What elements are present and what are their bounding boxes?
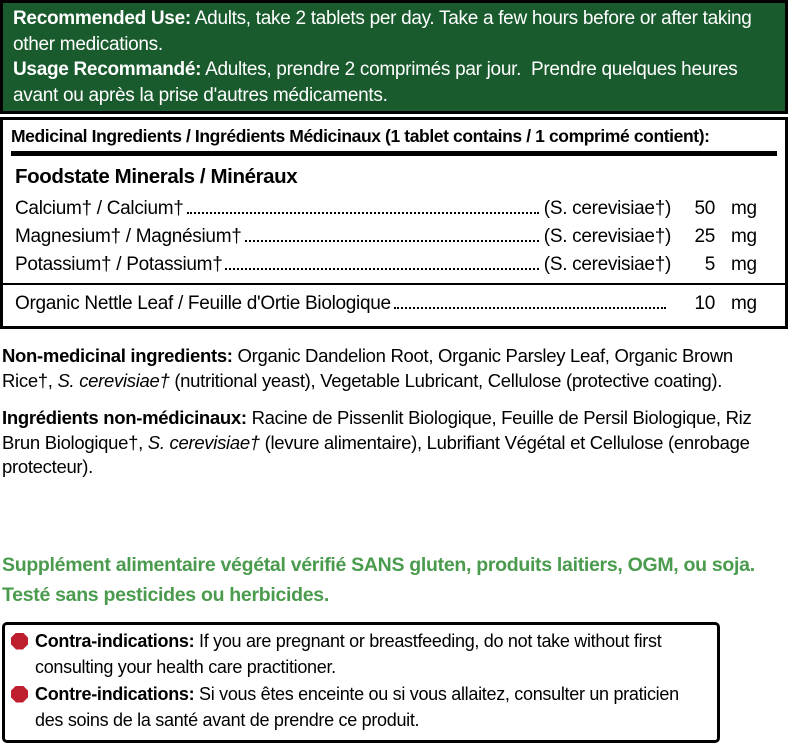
recommended-use-en (13, 6, 775, 57)
contra-indication-en-label: Contra-indications: (35, 630, 195, 651)
recommended-use-fr (13, 57, 775, 108)
dot-leader (394, 307, 666, 309)
ingredient-unit: mg (731, 198, 757, 219)
contra-indication-fr (11, 681, 709, 734)
medicinal-ingredients-header: Medicinal Ingredients / Ingrédients Médicinaux (1 tablet contains / 1 comprimé contient): (11, 126, 710, 146)
ingredient-name: Magnesium† / Magnésium† (15, 226, 242, 247)
contra-indication-fr-label: Contre-indications: (35, 683, 195, 704)
recommended-use-en-label: Recommended Use: (13, 8, 191, 29)
ingredient-unit: mg (731, 254, 757, 275)
non-medicinal-en-species: S. cerevisiae† (57, 369, 170, 391)
non-medicinal-fr-label: Ingrédients non-médicinaux: (2, 407, 247, 428)
medicinal-ingredients-panel (0, 117, 788, 329)
ingredient-row-magnesium (15, 223, 773, 251)
recommended-use-box (0, 0, 788, 114)
ingredient-amount: 5 (704, 254, 715, 275)
recommended-use-en-text: Adults, take 2 tablets per day. Take a few hours before or after taking other medications. (13, 8, 757, 55)
ingredient-unit: mg (731, 226, 757, 247)
ingredient-row-potassium (15, 251, 773, 279)
ingredient-row-nettle-leaf (15, 285, 773, 326)
recommended-use-fr-text: Adultes, prendre 2 comprimés par jour. Prendre quelques heures avant ou après la prise d'autres médicaments. (13, 59, 743, 106)
dietary-claim-line-2: Testé sans pesticides ou herbicides. (2, 583, 329, 606)
contra-indication-fr-body: Si vous êtes enceinte ou si vous allaitez, consulter un praticien des soins de la santé avant de prendre ce produit. (35, 683, 679, 730)
dietary-claim-line-1: Supplément alimentaire végétal vérifié SANS gluten, produits laitiers, OGM, ou soja. (2, 553, 755, 576)
ingredient-source: (S. cerevisiae†) (543, 226, 671, 247)
contra-indication-en-text (35, 628, 709, 681)
ingredient-amount: 50 (694, 198, 715, 219)
group-title-foodstate-minerals: Foodstate Minerals / Minéraux (15, 165, 298, 188)
contra-indication-en (11, 628, 709, 681)
dot-leader (187, 212, 539, 214)
ingredient-name: Potassium† / Potassium† (15, 254, 223, 275)
red-octagon-bullet-icon (11, 686, 28, 703)
ingredient-name: Calcium† / Calcium† (15, 198, 184, 219)
contra-indication-fr-text (35, 681, 709, 734)
dot-leader (245, 240, 539, 242)
ingredient-amount: 10 (694, 293, 715, 314)
ingredient-name: Organic Nettle Leaf / Feuille d'Ortie Biologique (15, 293, 391, 314)
ingredient-source: (S. cerevisiae†) (543, 198, 671, 219)
dietary-claim (2, 550, 788, 610)
red-octagon-bullet-icon (11, 633, 28, 650)
ingredient-unit: mg (731, 293, 757, 314)
ingredient-source: (S. cerevisiae†) (543, 254, 671, 275)
ingredient-row-calcium (15, 195, 773, 223)
non-medicinal-ingredients-fr (2, 406, 784, 480)
non-medicinal-en-label: Non-medicinal ingredients: (2, 345, 233, 366)
contra-indications-box (2, 622, 720, 743)
ingredients-table (3, 156, 785, 326)
non-medicinal-fr-text-1: Racine de Pissenlit Biologique, Feuille de Persil Biologique, Riz Brun Biologique†, (2, 407, 752, 453)
non-medicinal-ingredients-en (2, 344, 784, 393)
ingredient-amount: 25 (694, 226, 715, 247)
contra-indication-en-body: If you are pregnant or breastfeeding, do not take without first consulting your health care practitioner. (35, 630, 662, 677)
non-medicinal-en-text-2: (nutritional yeast), Vegetable Lubricant, Cellulose (protective coating). (169, 369, 723, 391)
dot-leader (225, 268, 538, 270)
non-medicinal-fr-species: S. cerevisiae† (147, 431, 260, 453)
recommended-use-fr-label: Usage Recommandé: (13, 59, 202, 80)
non-medicinal-fr-text-2: (levure alimentaire), Lubrifiant Végétal et Cellulose (enrobage protecteur). (2, 431, 750, 477)
non-medicinal-en-text-1: Organic Dandelion Root, Organic Parsley Leaf, Organic Brown Rice†, (2, 345, 733, 391)
